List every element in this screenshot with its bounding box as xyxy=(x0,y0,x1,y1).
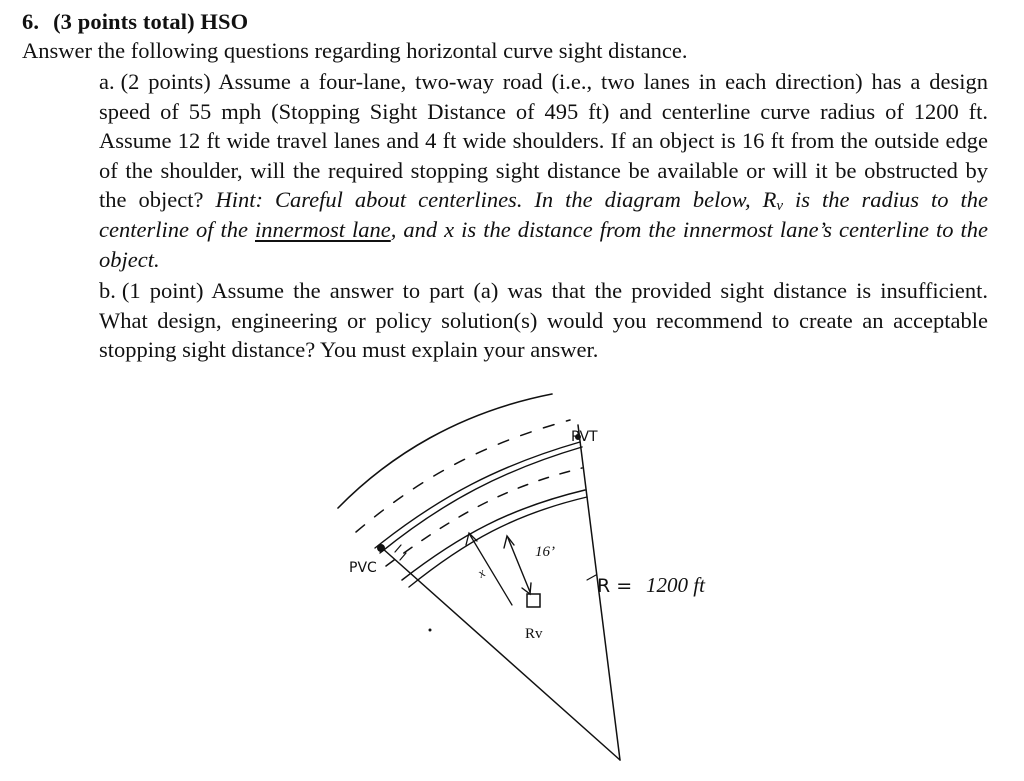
rv-label: Rv xyxy=(525,626,543,642)
hint-text-2: is the radius to the centerline of the xyxy=(99,187,989,242)
radius-label-prefix: R = xyxy=(597,575,633,597)
pvc-label: PVC xyxy=(349,560,377,576)
part-a xyxy=(99,67,988,274)
offset-label: 16’ xyxy=(535,544,555,560)
pvt-label: PVT xyxy=(571,429,598,445)
part-b-text: (1 point) Assume the answer to part (a) was that the provided sight distance is insufficient. What design, engineering or policy solution(s) would you recommend to create an acceptable stopping sight distance? You must explain your answer. xyxy=(99,278,988,363)
question-number: 6. xyxy=(22,9,40,34)
x-label: x xyxy=(475,564,488,581)
question-heading xyxy=(22,9,248,35)
radius-value: 1200 ft xyxy=(646,573,705,597)
part-a-label: a. xyxy=(99,69,115,94)
question-title: (3 points total) HSO xyxy=(53,9,249,34)
outer-road-edge xyxy=(338,394,552,508)
part-b-label: b. xyxy=(99,278,116,303)
inner-road-edge-b xyxy=(409,497,587,587)
hint-subscript: v xyxy=(776,198,784,215)
part-a-text: (2 points) Assume a four-lane, two-way road (i.e., two lanes in each direction) has a design speed of 55 mph (Stopping Sight Distance of 495 ft) and centerline curve radius of 1200 ft. Assume 12 ft wide travel lanes and 4 ft wide shoulders. If an object is 16 ft from the outside edge of the shoulder, will the required stopping sight distance be available or will it be obstructed by the object? xyxy=(99,69,988,213)
hint-text-1: Hint: Careful about centerlines. In the diagram below, R xyxy=(215,187,777,213)
radius-line-left xyxy=(382,548,620,760)
offset-arrow xyxy=(508,538,530,592)
hint-text-3: , and x is the distance from the innermost lane’s centerline to the object. xyxy=(99,216,988,272)
part-a-hint xyxy=(99,187,988,271)
curve-diagram xyxy=(320,380,740,780)
part-b xyxy=(99,276,988,365)
hint-underlined: innermost lane xyxy=(255,216,391,242)
object-box xyxy=(527,594,540,607)
question-intro: Answer the following questions regarding horizontal curve sight distance. xyxy=(22,38,688,63)
